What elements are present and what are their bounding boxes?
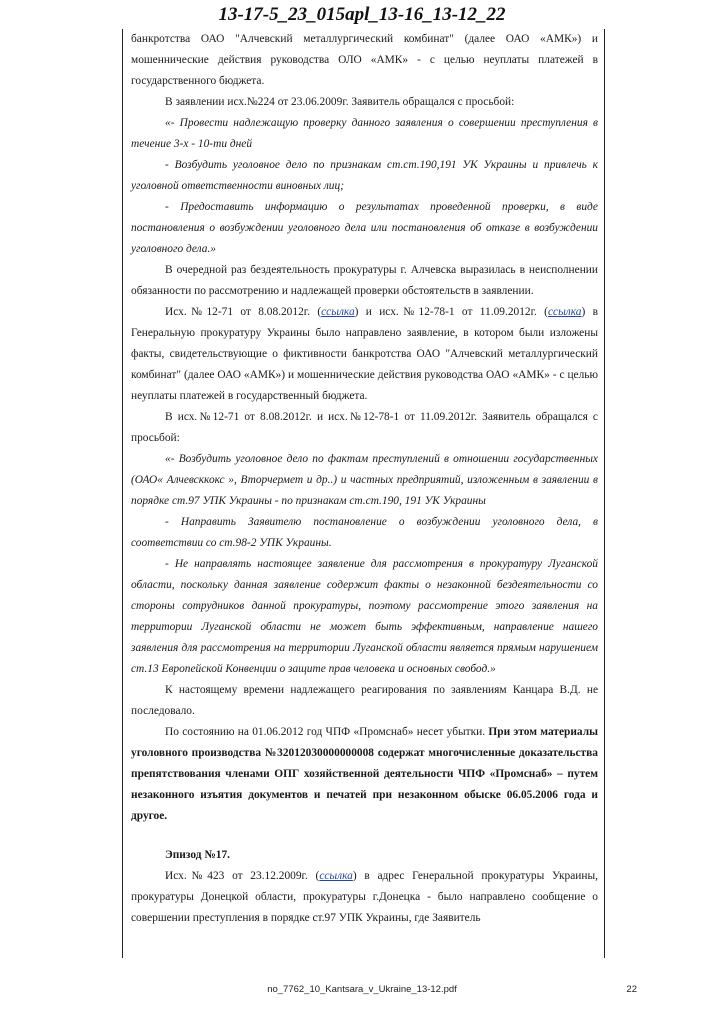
paragraph: банкротства ОАО "Алчевский металлургический комбинат" (далее ОАО «АМК») и мошеннические действия руководства ОЛО «АМК» - с целью неуплаты платежей в государственного бюджета.: [131, 33, 598, 87]
reference-link[interactable]: ссылка: [321, 306, 355, 318]
bold-text-run: При этом материалы уголовного производства №32012030000000008 содержат многочисленные доказательства препятствования членами ОПГ хозяйственной деятельности ЧПФ «Промснаб» – путем незаконного изъятия документов и печатей при незаконном обыске 06.05.2006 года и другое.: [131, 726, 598, 822]
quote-item: - Предоставить информацию о результатах проведенной проверки, в виде постановления о возбуждении уголовного дела или постановления об отказе в возбуждении уголовного дела.»: [131, 201, 598, 255]
reference-link[interactable]: ссылка: [547, 306, 582, 318]
quote-item: «- Провести надлежащую проверку данного заявления о совершении преступления в течение 3-х - 10-ти дней: [131, 117, 598, 150]
paragraph: [131, 302, 598, 407]
paragraph: [131, 866, 598, 929]
page-number: 22: [626, 984, 637, 995]
quote-item: - Возбудить уголовное дело по признакам ст.ст.190,191 УК Украины и привлечь к уголовной ответственности виновных лиц;: [131, 159, 598, 192]
text-run: Исх.№423 от 23.12.2009г. (: [165, 870, 320, 882]
paragraph: К настоящему времени надлежащего реагирования по заявлениям Канцара В.Д. не последовало.: [131, 684, 598, 717]
text-run: По состоянию на 01.06.2012 год ЧПФ «Промснаб» несет убытки.: [165, 726, 489, 738]
text-run: Исх.№12-71 от 8.08.2012г. (: [165, 306, 322, 318]
footer-filename: no_7762_10_Kantsara_v_Ukraine_13-12.pdf: [267, 984, 457, 995]
reference-link[interactable]: ссылка: [319, 870, 353, 882]
quote-item: - Не направлять настоящее заявление для рассмотрения в прокуратуру Луганской области, поскольку данная заявление содержит факты о незаконной бездеятельности со стороны сотрудников данной прокуратуры, поэтому рассмотрение этого заявления на территории Луганской области не может быть эффективным, направление нашего заявления для рассмотрения на территории Луганской области является прямым нарушением ст.13 Европейской Конвенции о защите прав человека и основных свобод.»: [131, 558, 598, 675]
episode-heading: Эпизод №17.: [165, 849, 231, 861]
document-header-title: 13-17-5_23_015apl_13-16_13-12_22: [218, 4, 506, 25]
paragraph: В заявлении исх.№224 от 23.06.2009г. Заявитель обращался с просьбой:: [165, 96, 515, 108]
paragraph: В очередной раз бездеятельность прокуратуры г. Алчевска выразилась в неисполнении обязанности по рассмотрению и надлежащей проверки обстоятельств в заявлении.: [131, 264, 598, 297]
spacer: [131, 827, 598, 845]
paragraph: В исх.№12-71 от 8.08.2012г. и исх.№12-78-1 от 11.09.2012г. Заявитель обращался с просьбой:: [131, 411, 598, 444]
quote-item: - Направить Заявителю постановление о возбуждении уголовного дела, в соответствии со ст.98-2 УПК Украины.: [131, 516, 598, 549]
text-run: ) в Генеральную прокуратуру Украины было направлено заявление, в котором были изложены факты, свидетельствующие о фиктивности банкротства ОАО "Алчевский металлургический комбинат" (далее ОАО «АМК») и мошеннические действия руководства ОАО «АМК» - с целью неуплаты платежей в государственный бюджета.: [131, 306, 598, 402]
paragraph: [131, 722, 598, 827]
text-run: ) в адрес Генеральной прокуратуры Украины, прокуратуры Донецкой области, прокуратуры г.Донецка - было направлено сообщение о совершении преступления в порядке ст.97 УПК Украины, где Заявитель: [131, 870, 598, 924]
document-body: [131, 29, 598, 929]
text-run: ) и исх.№12-78-1 от 11.09.2012г. (: [354, 306, 548, 318]
quote-item: «- Возбудить уголовное дело по фактам преступлений в отношении государственных (ОАО« Алчевсккокс », Вторчермет и др..) и частных предприятий, изложенным в заявлении в порядке ст.97 УПК Украины - по признакам ст.ст.190, 191 УК Украины: [131, 453, 598, 507]
